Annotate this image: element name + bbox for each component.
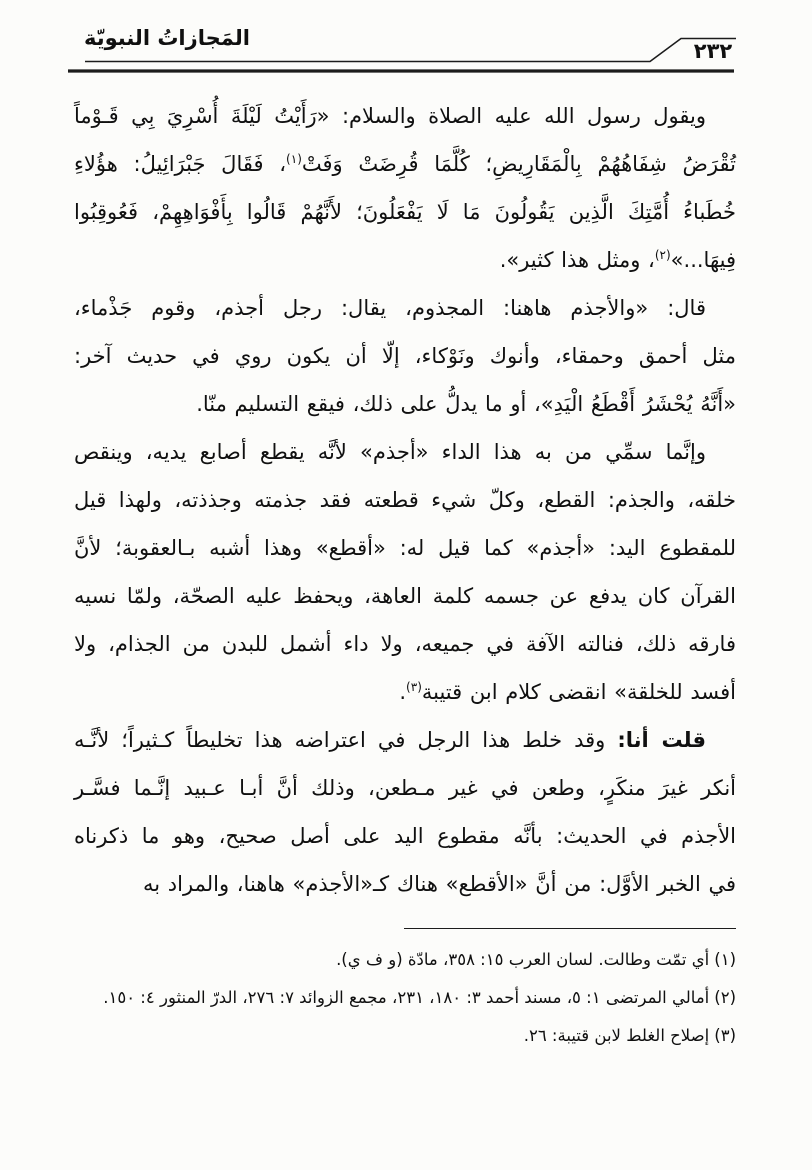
text-segment: فارقه ذلك، فنالته الآفة في جميعه، ولا داء أشمل للبدن من الجذام، ولا [74,632,736,656]
footnote-text: أمالي المرتضى ١: ٥، مسند أحمد ٣: ١٨٠، ٢٣١، مجمع الزوائد ٧: ٢٧٦، الدرّ المنثور ٤: ١٥٠. [103,988,710,1007]
footnote-item [74,941,736,979]
body-text [74,92,736,908]
footnote-item [74,1017,736,1055]
text-segment: تُقْرَضُ شِفَاهُهُمْ بِالْمَقَارِيضِ؛ كُلَّمَا قُرِضَتْ وَفَتْ [301,152,737,176]
footnote-item [74,979,736,1017]
text-line [74,668,736,716]
paragraph [74,716,736,908]
text-segment: الأجذم في الحديث: بأنَّه مقطوع اليد على أصل صحيح، وهو ما ذكرناه [74,824,736,848]
text-segment: مثل أحمق وحمقاء، وأنوك ونَوْكاء، إلّا أن يكون روي في حديث آخر: [74,344,736,368]
footnotes-section [74,928,736,1055]
text-line [74,476,736,524]
text-segment: للمقطوع اليد: «أجذم» كما قيل له: «أقطع» وهذا أشبه بـالعقوبة؛ لأنَّ [74,536,736,560]
text-segment: في الخبر الأوَّل: من أنَّ «الأقطع» هناك كـ«الأجذم» هاهنا، والمراد به [143,872,736,896]
text-segment: أفسد للخلقة» انقضى كلام ابن قتيبة [421,680,736,704]
text-segment: ، فَقَالَ جَبْرَائِيلُ: هؤُلاءِ [74,152,287,176]
text-line [74,812,736,860]
paragraph [74,428,736,716]
text-segment: خُطَباءُ أُمَّتِكَ الَّذِين يَقُولُونَ مَا لَا يَفْعَلُونَ؛ لأَنَّهُمْ قَالُوا بِأَفْوَاهِهِمْ، فَعُوقِبُوا [74,200,736,224]
text-line [74,284,736,332]
text-line [74,380,736,428]
paragraph [74,92,736,284]
text-segment-bold: قلت أنا: [617,728,706,752]
text-segment: «أَنَّهُ يُحْشَرُ أَقْطَعُ الْيَدِ»، أو ما يدلُّ على ذلك، فيقع التسليم منّا. [196,392,736,416]
text-segment: فِيهَا...» [670,248,736,272]
text-segment: وإنَّما سمِّي من به هذا الداء «أجذم» لأنَّه يقطع أصابع يديه، وينقص [74,440,706,464]
text-line [74,572,736,620]
text-line [74,332,736,380]
text-segment: ويقول رسول الله عليه الصلاة والسلام: «رَأَيْتُ لَيْلَةَ أُسْرِيَ بِي قَـوْماً [74,104,706,128]
footnote-ref: (٣) [406,680,422,694]
text-segment: ، ومثل هذا كثير». [499,248,655,272]
text-line [74,524,736,572]
footnote-marker: (١) [714,950,736,969]
footnote-separator [404,928,736,929]
book-title: المَجازاتُ النبويّة [84,26,250,50]
page-number: ٢٣٢ [693,39,733,63]
text-line [74,860,736,908]
text-line [74,620,736,668]
text-segment: قال: «والأجذم هاهنا: المجذوم، يقال: رجل أجذم، وقوم جَذْماء، [74,296,706,320]
footnote-text: أي تمّت وطالت. لسان العرب ١٥: ٣٥٨، مادّة (و ف ي). [336,950,710,969]
text-line [74,92,736,140]
text-segment: أنكر غيرَ منكَرٍ، وطعن في غير مـطعن، وذلك أنَّ أبـا عـبيد إنَّـما فسَّـر [74,776,736,800]
footnote-ref: (٢) [654,248,671,262]
text-line [74,428,736,476]
footnote-marker: (٣) [714,1026,736,1045]
paragraph [74,284,736,428]
text-line [74,236,736,284]
text-line [74,716,736,764]
text-segment: وقد خلط هذا الرجل في اعتراضه هذا تخليطاً كـثيراً؛ لأنَّـه [74,728,618,752]
text-segment: خلقه، والجذم: القطع، وكلّ شيء قطعته فقد جذمته وجذذته، ولهذا قيل [74,488,736,512]
footnote-text: إصلاح الغلط لابن قتيبة: ٢٦. [523,1026,710,1045]
text-line [74,140,736,188]
footnote-marker: (٢) [714,988,736,1007]
text-segment: . [399,680,407,704]
footnote-ref: (١) [286,152,302,166]
text-segment: القرآن كان يدفع عن جسمه كلمة العاهة، ويحفظ عليه الصحّة، ولمّا نسيه [74,584,736,608]
text-line [74,188,736,236]
text-line [74,764,736,812]
